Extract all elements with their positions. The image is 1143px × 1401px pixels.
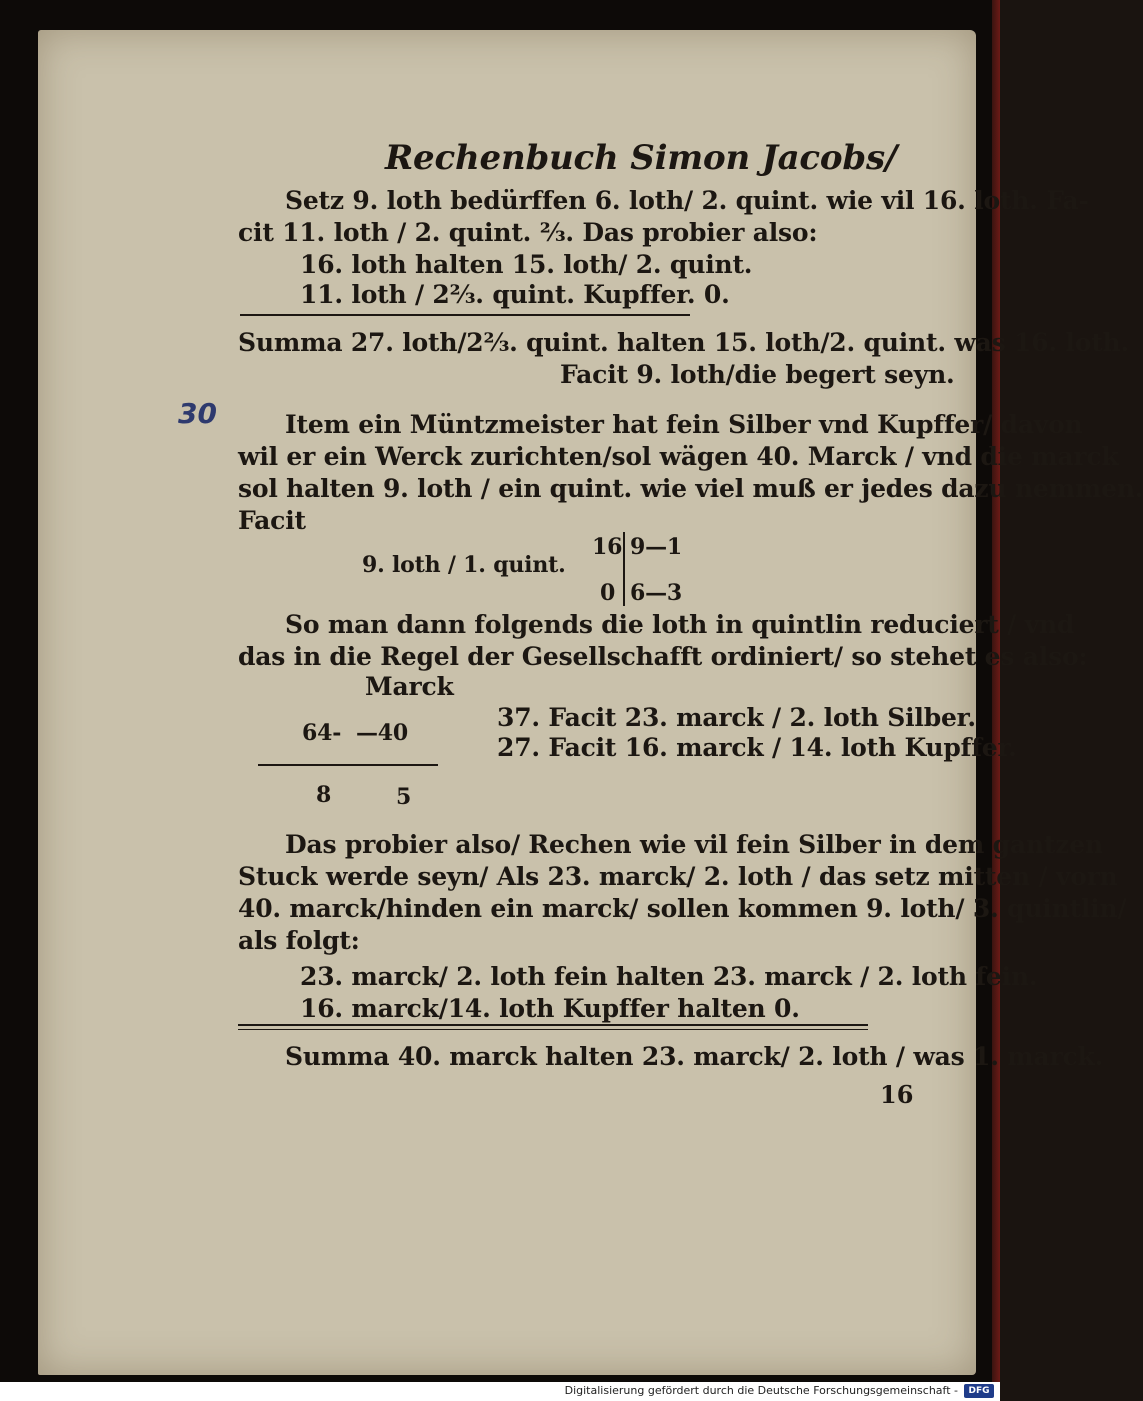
ratio-below-left: 8 <box>316 782 332 808</box>
paragraph-line: wil er ein Werck zurichten/sol wägen 40. Marck / vnd die marck <box>238 442 1119 471</box>
alligation-bar <box>623 532 625 606</box>
paragraph-line: sol halten 9. loth / ein quint. wie viel muß er jedes dazu nemmen. <box>238 474 1143 503</box>
footer-bar <box>0 1382 1000 1401</box>
dfg-logo-icon[interactable]: DFG <box>964 1384 994 1398</box>
summa-line: Summa 40. marck halten 23. marck/ 2. loth / was 1. marck. <box>285 1042 1104 1071</box>
sum-double-rule <box>238 1024 868 1030</box>
proof-line: 16. loth halten 15. loth/ 2. quint. <box>300 250 753 279</box>
page-number: 16 <box>880 1080 914 1109</box>
alligation-top-number: 16 <box>592 534 623 560</box>
proof-line: 23. marck/ 2. loth fein halten 23. marck / 2. loth fein. <box>300 962 1038 991</box>
ratio-below-right: 5 <box>396 784 412 810</box>
alligation-bottom-number: 0 <box>600 580 616 606</box>
paragraph-line: das in die Regel der Gesellschafft ordiniert/ so stehet es also: <box>238 642 1088 671</box>
sum-rule <box>240 314 690 316</box>
text-line: cit 11. loth / 2. quint. ⅔. Das probier also: <box>238 218 818 247</box>
summa-line: Summa 27. loth/2⅔. quint. halten 15. loth/2. quint. was 16. loth. <box>238 328 1130 357</box>
alligation-label: 9. loth / 1. quint. <box>362 552 566 578</box>
paragraph-line: So man dann folgends die loth in quintlin reduciert / vnd <box>285 610 1075 639</box>
result-line: 37. Facit 23. marck / 2. loth Silber. <box>497 703 976 732</box>
handwritten-margin-note: 30 <box>178 397 217 430</box>
text-line: Setz 9. loth bedürffen 6. loth/ 2. quint. wie vil 16. loth. Fa- <box>285 186 1089 215</box>
alligation-bottom-value: 6—3 <box>630 580 683 606</box>
ratio-rule <box>258 764 438 766</box>
running-head: Rechenbuch Simon Jacobs/ <box>385 138 898 178</box>
alligation-top-value: 9—1 <box>630 534 683 560</box>
paragraph-line: Facit <box>238 506 306 535</box>
paragraph-line: Stuck werde seyn/ Als 23. marck/ 2. loth / das setz mitten / vorn <box>238 862 1118 891</box>
proof-line: 11. loth / 2⅔. quint. Kupffer. 0. <box>300 280 730 309</box>
marck-label: Marck <box>365 672 454 701</box>
proof-line: 16. marck/14. loth Kupffer halten 0. <box>300 994 800 1023</box>
paragraph-line: Item ein Müntzmeister hat fein Silber vnd Kupffer/ davon <box>285 410 1083 439</box>
result-line: 27. Facit 16. marck / 14. loth Kupffer. <box>497 733 1017 762</box>
summa-line: Facit 9. loth/die begert seyn. <box>560 360 955 389</box>
paragraph-line: 40. marck/hinden ein marck/ sollen kommen 9. loth/ 3. quintlin/ <box>238 894 1127 923</box>
paragraph-line: als folgt: <box>238 926 360 955</box>
paragraph-line: Das probier also/ Rechen wie vil fein Silber in dem gantzen <box>285 830 1103 859</box>
ratio-left: 64- <box>302 720 342 746</box>
ratio-right: —40 <box>356 720 409 746</box>
footer-credit: Digitalisierung gefördert durch die Deutsche Forschungsgemeinschaft - <box>564 1384 958 1397</box>
